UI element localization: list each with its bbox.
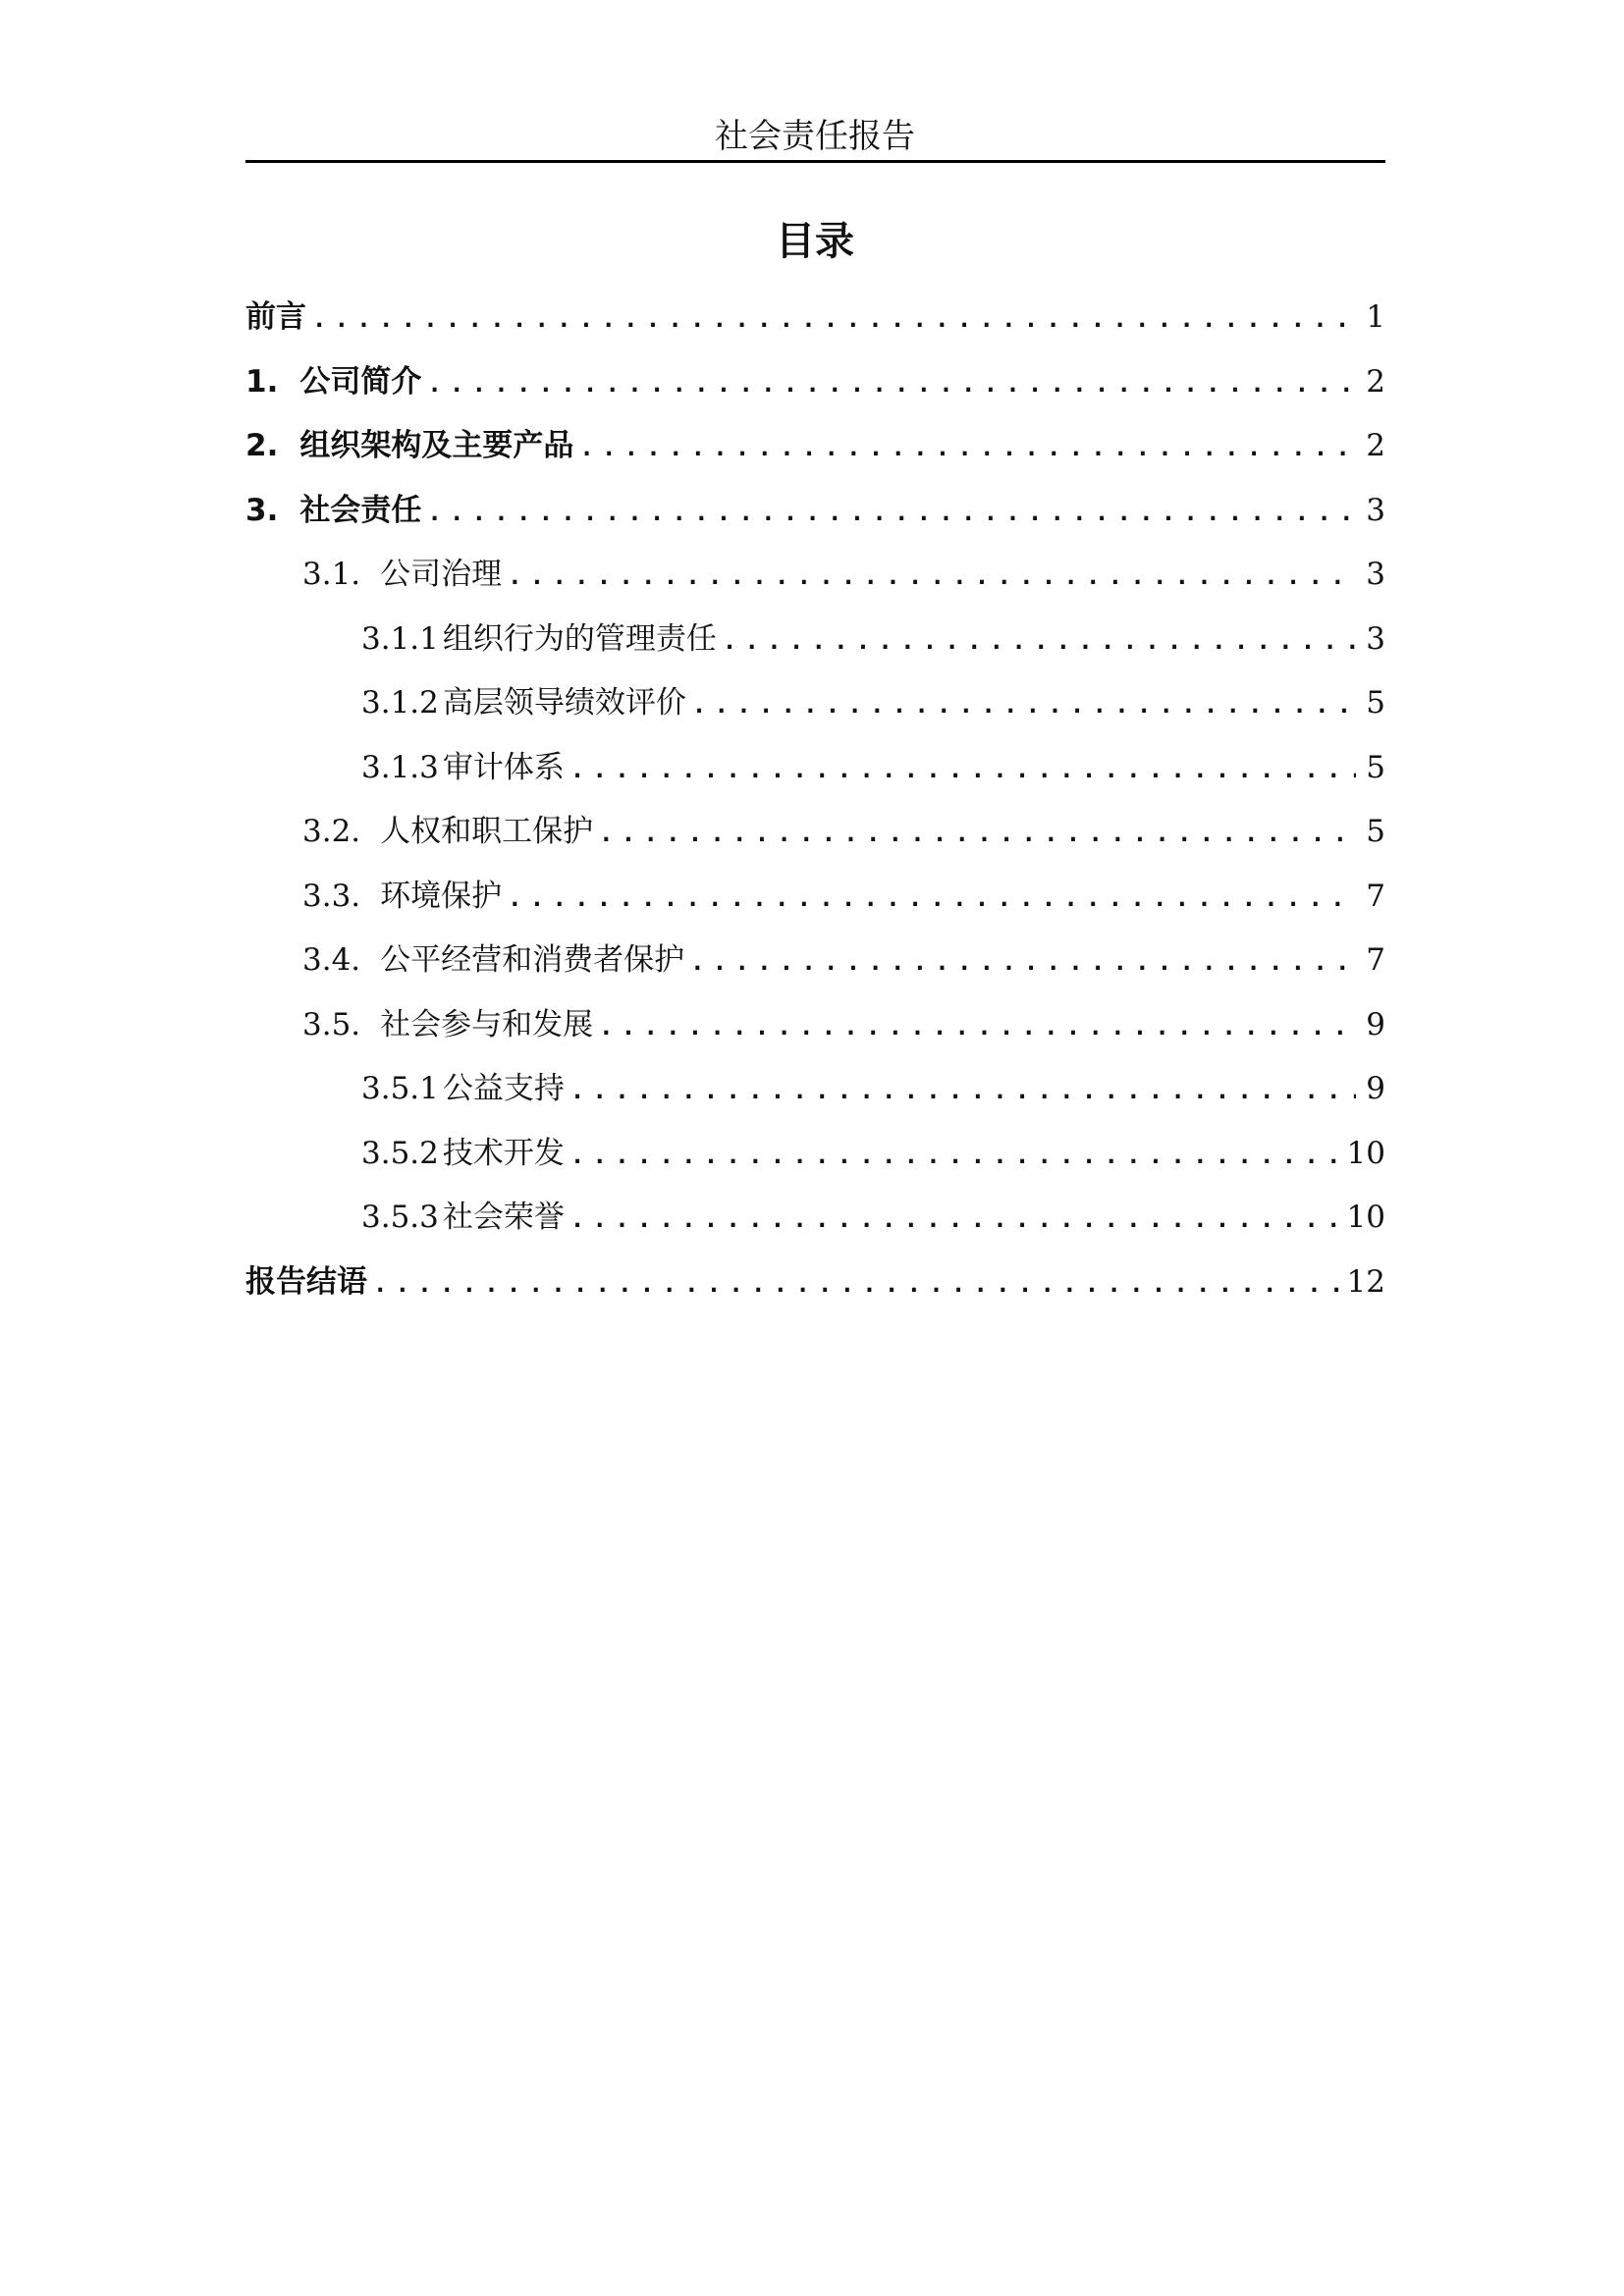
toc-entry-number: 3.1.3 bbox=[361, 749, 439, 785]
toc-entry-number: 3.5.2 bbox=[361, 1135, 439, 1171]
toc-page-number: 5 bbox=[1366, 814, 1385, 849]
toc-entry-number: 3.5. bbox=[302, 1006, 361, 1042]
toc-entry-title: 社会责任 bbox=[299, 492, 422, 528]
toc-page-number: 3 bbox=[1366, 620, 1385, 657]
toc-entry-label bbox=[302, 871, 508, 922]
toc-entry-title: 社会参与和发展 bbox=[380, 1006, 594, 1042]
toc-entry-label bbox=[245, 420, 579, 471]
toc-entry-title: 组织架构及主要产品 bbox=[299, 428, 574, 463]
toc-entry-leadership-evaluation[interactable] bbox=[245, 677, 1385, 742]
toc-leader-dots bbox=[570, 1194, 1339, 1245]
toc-page-number: 9 bbox=[1366, 1071, 1385, 1106]
toc-leader-dots bbox=[508, 551, 1356, 602]
running-header: 社会责任报告 bbox=[715, 117, 915, 156]
toc-leader-dots bbox=[579, 422, 1356, 473]
toc-entry-corporate-governance[interactable] bbox=[245, 549, 1385, 614]
toc-entry-label bbox=[361, 1063, 570, 1114]
toc-entry-fair-operation[interactable] bbox=[245, 934, 1385, 999]
toc-entry-title: 组织行为的管理责任 bbox=[442, 620, 717, 657]
toc-entry-social-honors[interactable] bbox=[245, 1192, 1385, 1256]
toc-leader-dots bbox=[723, 615, 1356, 667]
toc-leader-dots bbox=[570, 744, 1356, 795]
toc-entry-social-responsibility[interactable] bbox=[245, 485, 1385, 550]
toc-leader-dots bbox=[427, 358, 1356, 409]
toc-entry-title: 公平经营和消费者保护 bbox=[380, 942, 685, 978]
toc-leader-dots bbox=[599, 1001, 1356, 1052]
toc-entry-number: 3.2. bbox=[302, 814, 361, 849]
toc-entry-label bbox=[245, 292, 312, 343]
toc-entry-charity-support[interactable] bbox=[245, 1063, 1385, 1128]
toc-entry-management-responsibility[interactable] bbox=[245, 614, 1385, 678]
toc-entry-number: 3.5.3 bbox=[361, 1200, 439, 1235]
toc-page-number: 3 bbox=[1366, 557, 1385, 592]
toc-leader-dots bbox=[570, 1130, 1339, 1181]
toc-entry-human-rights[interactable] bbox=[245, 806, 1385, 871]
toc-entry-label bbox=[245, 356, 427, 407]
toc-entry-number: 1. bbox=[245, 363, 279, 400]
toc-leader-dots bbox=[312, 294, 1356, 345]
toc-page-number: 12 bbox=[1346, 1263, 1385, 1300]
toc-page-number: 7 bbox=[1366, 878, 1385, 914]
toc-leader-dots bbox=[690, 936, 1356, 988]
toc-entry-number: 3.1.1 bbox=[361, 620, 439, 657]
toc-entry-label bbox=[245, 485, 427, 536]
toc-entry-title: 审计体系 bbox=[442, 749, 565, 785]
toc-page-number: 3 bbox=[1366, 492, 1385, 528]
toc-entry-number: 3.4. bbox=[302, 942, 361, 978]
toc-entry-label bbox=[361, 1192, 570, 1243]
toc-leader-dots bbox=[692, 679, 1356, 730]
toc-entry-label bbox=[361, 677, 692, 728]
toc-entry-title: 报告结语 bbox=[245, 1263, 367, 1300]
toc-entry-label bbox=[302, 549, 508, 600]
toc-entry-preface[interactable] bbox=[245, 292, 1385, 356]
toc-entry-number: 3.3. bbox=[302, 878, 361, 914]
toc-entry-label bbox=[361, 742, 570, 793]
toc-page-number: 7 bbox=[1366, 942, 1385, 978]
toc-entry-label bbox=[361, 614, 723, 665]
toc-entry-number: 3.1. bbox=[302, 557, 361, 592]
toc-page-number: 10 bbox=[1346, 1200, 1385, 1235]
toc-entry-community-development[interactable] bbox=[245, 999, 1385, 1064]
toc-entry-title: 技术开发 bbox=[442, 1135, 565, 1171]
toc-entry-company-profile[interactable] bbox=[245, 356, 1385, 421]
toc-entry-environmental-protection[interactable] bbox=[245, 871, 1385, 935]
toc-entry-number: 2. bbox=[245, 428, 279, 463]
toc-leader-dots bbox=[508, 873, 1356, 924]
toc-page-number: 1 bbox=[1366, 299, 1385, 335]
toc-entry-label bbox=[361, 1128, 570, 1179]
toc-page-number: 2 bbox=[1366, 428, 1385, 463]
toc-entry-title: 环境保护 bbox=[380, 878, 503, 914]
toc-entry-title: 高层领导绩效评价 bbox=[442, 685, 686, 721]
toc-list bbox=[245, 292, 1385, 1320]
toc-entry-title: 公益支持 bbox=[442, 1071, 565, 1106]
toc-entry-title: 社会荣誉 bbox=[442, 1200, 565, 1235]
toc-title: 目录 bbox=[776, 219, 854, 264]
header-rule bbox=[245, 160, 1385, 163]
toc-page-number: 10 bbox=[1346, 1135, 1385, 1171]
toc-entry-title: 公司简介 bbox=[299, 363, 422, 400]
toc-leader-dots bbox=[570, 1065, 1356, 1116]
toc-entry-technology-development[interactable] bbox=[245, 1128, 1385, 1193]
toc-page-number: 2 bbox=[1366, 363, 1385, 400]
toc-leader-dots bbox=[373, 1258, 1339, 1309]
toc-entry-title: 公司治理 bbox=[380, 557, 503, 592]
toc-entry-label bbox=[302, 934, 690, 986]
toc-entry-title: 人权和职工保护 bbox=[380, 814, 594, 849]
toc-entry-organization-products[interactable] bbox=[245, 420, 1385, 485]
toc-leader-dots bbox=[599, 808, 1356, 859]
toc-entry-title: 前言 bbox=[245, 299, 306, 335]
toc-entry-label bbox=[302, 999, 599, 1050]
toc-page-number: 5 bbox=[1366, 749, 1385, 785]
toc-entry-number: 3.5.1 bbox=[361, 1071, 439, 1106]
toc-leader-dots bbox=[427, 487, 1356, 538]
toc-entry-audit-system[interactable] bbox=[245, 742, 1385, 807]
toc-entry-number: 3.1.2 bbox=[361, 685, 439, 721]
toc-page-number: 5 bbox=[1366, 685, 1385, 721]
toc-entry-label bbox=[245, 1256, 373, 1308]
toc-page-number: 9 bbox=[1366, 1006, 1385, 1042]
toc-entry-conclusion[interactable] bbox=[245, 1256, 1385, 1321]
toc-entry-label bbox=[302, 806, 599, 857]
toc-entry-number: 3. bbox=[245, 492, 279, 528]
